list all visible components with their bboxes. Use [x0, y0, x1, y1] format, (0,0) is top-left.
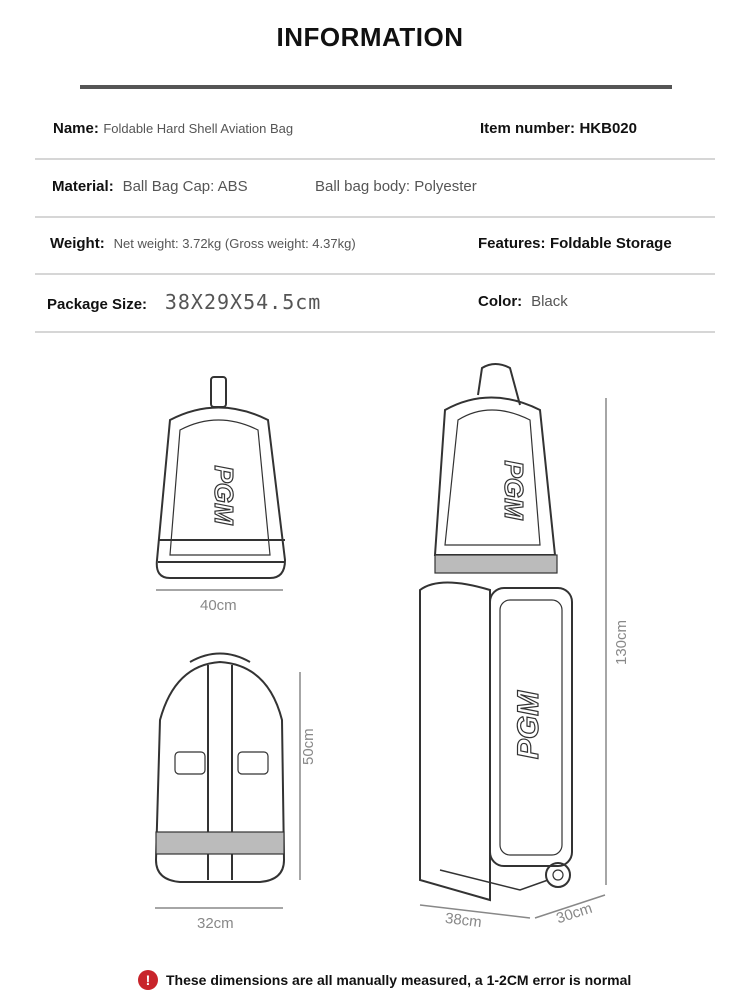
spec-row-name: [35, 101, 715, 160]
top-logo: PGM: [499, 460, 529, 520]
full-bag-drawing: [420, 364, 572, 900]
material-body: Ball bag body: Polyester: [315, 178, 477, 195]
weight-label: Weight:: [50, 235, 105, 252]
body-logo: PGM: [512, 690, 545, 760]
spec-row-material: [35, 159, 715, 218]
spec-row-weight: [35, 216, 715, 275]
page-title: INFORMATION: [276, 22, 464, 52]
name-value: Foldable Hard Shell Aviation Bag: [103, 121, 294, 136]
folded-bag-drawing: [156, 654, 284, 883]
item-number-label: Item number:: [480, 120, 576, 137]
folded-width-label: 32cm: [197, 915, 234, 932]
package-label: Package Size:: [47, 296, 148, 313]
full-width-label: 38cm: [444, 909, 483, 932]
features-label: Features:: [478, 235, 546, 252]
material-cap: Ball Bag Cap: ABS: [122, 178, 248, 195]
note-text: These dimensions are all manually measured, a 1-2CM error is normal: [166, 972, 632, 988]
product-line-drawings: [0, 340, 750, 960]
measurement-note: [138, 970, 631, 990]
item-number-value: HKB020: [579, 120, 637, 137]
full-height-label: 130cm: [613, 619, 630, 665]
spec-row-package: [35, 274, 715, 333]
features-value: Foldable Storage: [549, 235, 672, 252]
folded-height-label: 50cm: [300, 728, 317, 765]
full-depth-label: 30cm: [554, 899, 595, 928]
cap-drawing: [157, 377, 285, 578]
cap-logo: PGM: [209, 465, 239, 525]
cap-width-label: 40cm: [200, 597, 237, 614]
color-label: Color:: [478, 293, 523, 310]
package-value: 38X29X54.5cm: [164, 290, 322, 314]
title-divider: [80, 85, 672, 89]
warning-icon: !: [138, 970, 158, 990]
material-label: Material:: [52, 178, 114, 195]
weight-value: Net weight: 3.72kg (Gross weight: 4.37kg): [113, 236, 356, 251]
color-value: Black: [531, 293, 568, 310]
name-label: Name:: [53, 120, 99, 137]
